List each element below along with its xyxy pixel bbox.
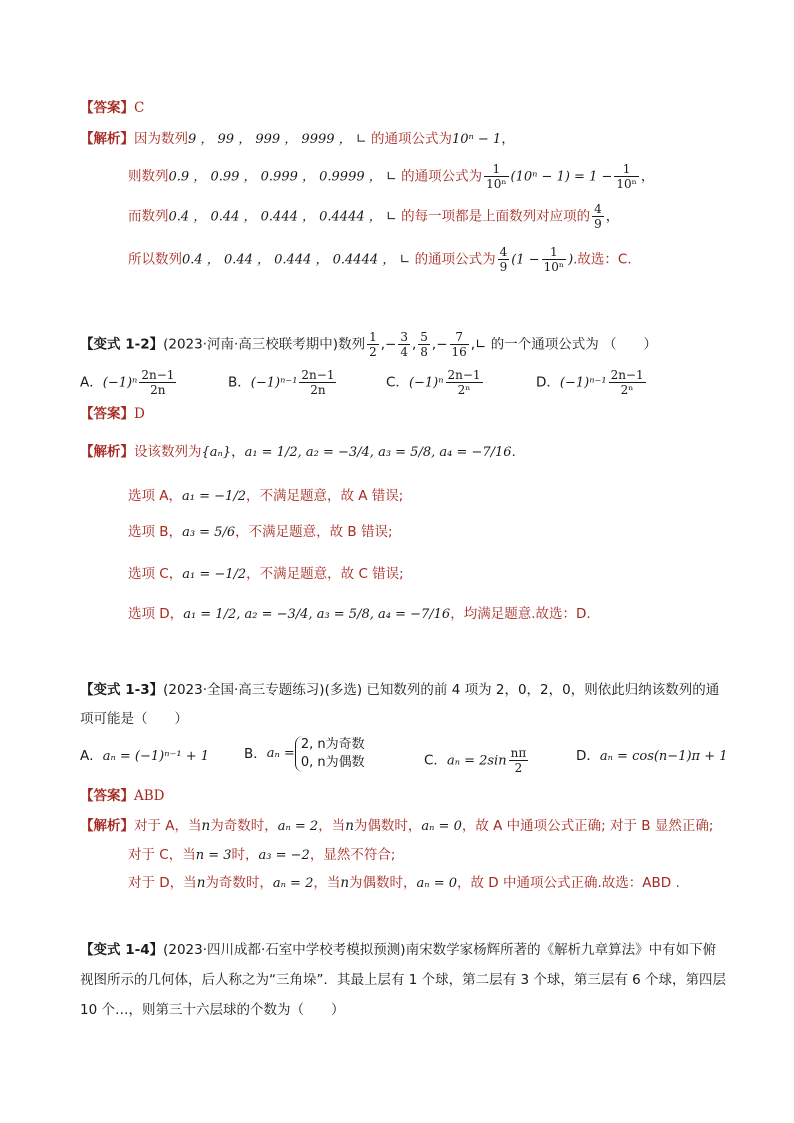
analysis-label: 【解析】 (80, 131, 134, 147)
question-text: ∟ 的一个通项公式为 （ ） (475, 336, 657, 353)
analysis-line-3 (128, 202, 619, 231)
analysis-3-line-1: 【解析】对于 A，当n为奇数时，aₙ = 2，当n为偶数时，aₙ = 0，故 A 中通项公式正确; 对于 B 显然正确; (80, 818, 714, 834)
question-text: 南宋数学家杨辉所著的《解析九章算法》中有如下俯 (405, 942, 717, 958)
piecewise-brace: 2, n为奇数 0, n为偶数 (295, 736, 365, 772)
fraction: $\frac{1}{\text{10ⁿ}}$ (543, 245, 565, 274)
formula: a₁ = −1/2 (182, 567, 247, 582)
question-source: (2023·河南·高三校联考期中) (163, 336, 339, 353)
answer-label: 【答案】 (80, 100, 134, 116)
answer-row-2 (80, 404, 145, 424)
formula: a₃ = 5/6 (182, 525, 236, 540)
analysis-label: 【解析】 (80, 818, 134, 834)
option-a[interactable]: A．aₙ = (−1)ⁿ⁻¹ + 1 (80, 748, 210, 764)
analysis-text: 则数列 (128, 168, 169, 185)
answer-label: 【答案】 (80, 788, 134, 804)
formula: a₁ = 1/2, a₂ = −3/4, a₃ = 5/8, a₄ = −7/16 (183, 607, 451, 622)
sequence-expr: 9 ， 99 ， 999 ， 9999 ， ∟ (188, 132, 367, 147)
analysis-text: D. (576, 606, 591, 622)
punctuation: ， (605, 208, 620, 225)
option-b[interactable]: B．aₙ = 2, n为奇数 0, n为偶数 (244, 737, 365, 770)
answer-value: ABD (134, 788, 165, 804)
analysis-text: 选项 A， (128, 488, 183, 504)
option-c[interactable]: C．(−1)ⁿ $\frac{2n-1}{\text{2ⁿ}}$ (386, 368, 481, 397)
analysis-text: .故选：C. (573, 251, 632, 268)
analysis-text: ，均满足题意.故选： (450, 606, 576, 622)
analysis-2-line-4 (128, 564, 404, 585)
answer-row-3 (80, 786, 165, 806)
option-d[interactable]: D．(−1)ⁿ⁻¹ $\frac{2n-1}{\text{2ⁿ}}$ (536, 368, 644, 397)
question-text: (多选) 已知数列的前 4 项为 2，0，2，0，则依此归纳该数列的通 (324, 682, 720, 698)
option-d[interactable]: D．aₙ = cos(n−1)π + 1 (576, 748, 728, 764)
formula: 10ⁿ − 1 (451, 132, 502, 147)
analysis-text: 选项 C， (128, 566, 183, 582)
fraction: $\frac{1}{\text{10ⁿ}}$ (486, 162, 507, 191)
fraction: $\frac{3}{4}$ (400, 330, 408, 359)
fraction: $\frac{7}{16}$ (451, 330, 467, 359)
analysis-text: 选项 D， (128, 606, 184, 622)
answer-row-1 (80, 98, 144, 118)
analysis-3-line-2: 对于 C，当n = 3时，a₃ = −2，显然不符合; (128, 847, 396, 863)
analysis-2-line-2 (128, 486, 403, 507)
fraction: $\frac{1}{\text{10ⁿ}}$ (616, 162, 637, 191)
question-label: 【变式 1-4】 (80, 942, 164, 958)
formula: a₁ = −1/2 (182, 489, 246, 504)
analysis-2-line-3 (128, 522, 393, 543)
question-1-4-line-3 (80, 1000, 344, 1020)
fraction: $\frac{5}{8}$ (420, 330, 428, 359)
question-label: 【变式 1-3】 (80, 682, 164, 698)
analysis-text: ，不满足题意，故 A 错误; (245, 488, 404, 504)
question-1-4-line-1 (80, 940, 716, 960)
sequence-expr: 0.9 ， 0.99 ， 0.999 ， 0.9999 ， ∟ (168, 169, 397, 185)
analysis-line-1 (80, 129, 515, 150)
punctuation: ， (231, 444, 245, 460)
analysis-line-4 (128, 245, 632, 274)
formula: {aₙ} (201, 445, 232, 460)
formula: ) (568, 252, 574, 268)
analysis-text: 的通项公式为 (366, 131, 452, 147)
question-1-2-stem: 【变式 1-2】(2023·河南·高三校联考期中)数列 $\frac{1}{2}$ ,− $\frac{3}{4}$ , $\frac{5}{8}$ ,− $\frac{7}{16}$ ,∟ 的一个通项公式为 （ ） (80, 330, 657, 359)
fraction: $\frac{4}{9}$ (594, 202, 602, 231)
analysis-line-2 (128, 162, 654, 191)
analysis-2-line-5 (128, 604, 591, 625)
formula: (1 − (511, 252, 540, 268)
answer-value: C (134, 100, 145, 116)
analysis-text: 选项 B， (128, 524, 183, 540)
question-text: 项可能是（ ） (80, 711, 188, 727)
analysis-text: 设该数列为 (134, 444, 202, 460)
question-1-3-line-2 (80, 709, 188, 729)
question-source: (2023·全国·高三专题练习) (163, 682, 325, 698)
sequence-expr: 0.4 ， 0.44 ， 0.444 ， 0.4444 ， ∟ (182, 252, 411, 268)
fraction: $\frac{1}{2}$ (369, 330, 377, 359)
analysis-text: 的每一项都是上面数列对应项的 (396, 208, 591, 225)
question-source: (2023·四川成都·石室中学校考模拟预测) (163, 942, 406, 958)
question-1-4-line-2 (80, 970, 726, 990)
question-text: 视图所示的几何体，后人称之为“三角垛”．其最上层有 1 个球，第二层有 3 个球，第三层有 6 个球，第四层 (80, 972, 727, 988)
question-label: 【变式 1-2】 (80, 336, 164, 353)
fraction: $\frac{4}{9}$ (499, 245, 508, 274)
punctuation: ， (501, 131, 515, 147)
question-text: 数列 (338, 336, 366, 353)
punctuation: ， (640, 168, 655, 185)
analysis-text: 所以数列 (128, 251, 182, 268)
analysis-text: ，不满足题意，故 B 错误; (235, 524, 393, 540)
sequence-expr: 0.4 ， 0.44 ， 0.444 ， 0.4444 ， ∟ (168, 209, 397, 225)
formula: (10ⁿ − 1) = 1 − (510, 169, 613, 185)
analysis-text: 的通项公式为 (396, 168, 483, 185)
option-c[interactable]: C．aₙ = 2sin $\frac{n\pi}{2}$ (424, 746, 527, 775)
question-text: 10 个…，则第三十六层球的个数为（ ） (80, 1002, 345, 1018)
answer-value: D (134, 406, 145, 422)
analysis-3-line-3: 对于 D，当n为奇数时，aₙ = 2，当n为偶数时，aₙ = 0，故 D 中通项公式正确.故选：ABD . (128, 875, 680, 891)
analysis-text: ，不满足题意，故 C 错误; (246, 566, 404, 582)
option-a[interactable]: A．(−1)ⁿ $\frac{2n-1}{2n}$ (80, 368, 175, 397)
option-b[interactable]: B．(−1)ⁿ⁻¹ $\frac{2n-1}{2n}$ (228, 368, 335, 397)
formula: a₁ = 1/2, a₂ = −3/4, a₃ = 5/8, a₄ = −7/16. (244, 445, 516, 460)
analysis-label: 【解析】 (80, 444, 134, 460)
analysis-text: 而数列 (128, 208, 169, 225)
analysis-text: 因为数列 (134, 131, 188, 147)
question-1-3-line-1 (80, 680, 719, 700)
analysis-text: 的通项公式为 (410, 251, 496, 268)
analysis-2-line-1 (80, 442, 516, 463)
answer-label: 【答案】 (80, 406, 134, 422)
